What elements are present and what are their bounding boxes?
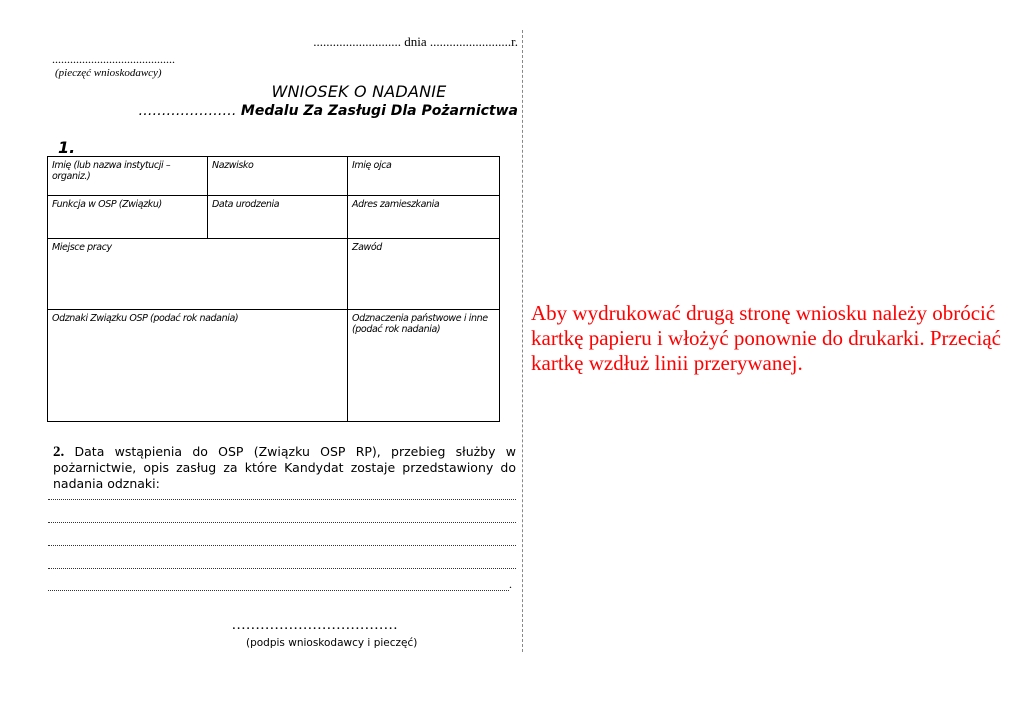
section-2-number: 2. (53, 444, 65, 460)
form-subtitle (100, 103, 518, 119)
field-function[interactable] (48, 196, 208, 239)
answer-line[interactable] (48, 499, 516, 500)
field-father-name[interactable] (348, 157, 499, 196)
field-birth-date[interactable] (208, 196, 348, 239)
field-label: Odznaczenia państwowe i inne (podać rok nadania) (352, 313, 488, 335)
field-label: Miejsce pracy (52, 242, 112, 253)
stamp-placeholder: ......................................... (52, 52, 175, 66)
field-label: Imię (lub nazwa instytucji – organiz.) (52, 160, 171, 182)
answer-line-end: . (509, 577, 512, 591)
field-label: Adres zamieszkania (352, 199, 440, 210)
signature-line[interactable]: ................................... (232, 617, 399, 633)
field-state-awards[interactable] (348, 310, 499, 421)
answer-line[interactable] (48, 568, 516, 569)
section-2-description: Data wstąpienia do OSP (Związku OSP RP), przebieg służby w pożarnictwie, opis zasług za które Kandydat zostaje przedstawiony do nadania odznaki: (53, 444, 516, 491)
subtitle-dots: ………………… (138, 103, 237, 119)
field-label: Odznaki Związku OSP (podać rok nadania) (52, 313, 239, 324)
answer-line[interactable] (48, 590, 509, 591)
answer-line[interactable] (48, 522, 516, 523)
medal-name: Medalu Za Zasługi Dla Pożarnictwa (240, 103, 518, 119)
field-label: Funkcja w OSP (Związku) (52, 199, 162, 210)
answer-line[interactable] (48, 545, 516, 546)
field-label: Zawód (352, 242, 382, 253)
field-workplace[interactable] (48, 239, 348, 310)
field-label: Imię ojca (352, 160, 392, 171)
field-surname[interactable] (208, 157, 348, 196)
section-2 (53, 444, 516, 492)
section-1-number: 1. (58, 138, 76, 157)
field-label: Nazwisko (212, 160, 254, 171)
stamp-caption: (pieczęć wnioskodawcy) (55, 67, 162, 79)
field-osp-awards[interactable] (48, 310, 348, 421)
signature-caption: (podpis wnioskodawcy i pieczęć) (246, 637, 418, 649)
field-address[interactable] (348, 196, 499, 239)
field-name-institution[interactable] (48, 157, 208, 196)
form-title: WNIOSEK O NADANIE (271, 82, 447, 101)
cut-line (522, 30, 523, 652)
print-instruction: Aby wydrukować drugą stronę wniosku należy obrócić kartkę papieru i włożyć ponownie do drukarki. Przeciąć kartkę wzdłuż linii przerywanej. (531, 301, 1001, 375)
field-profession[interactable] (348, 239, 499, 310)
date-line: ........................... dnia .........................r. (313, 34, 518, 49)
field-label: Data urodzenia (212, 199, 280, 210)
applicant-data-table (47, 156, 500, 422)
